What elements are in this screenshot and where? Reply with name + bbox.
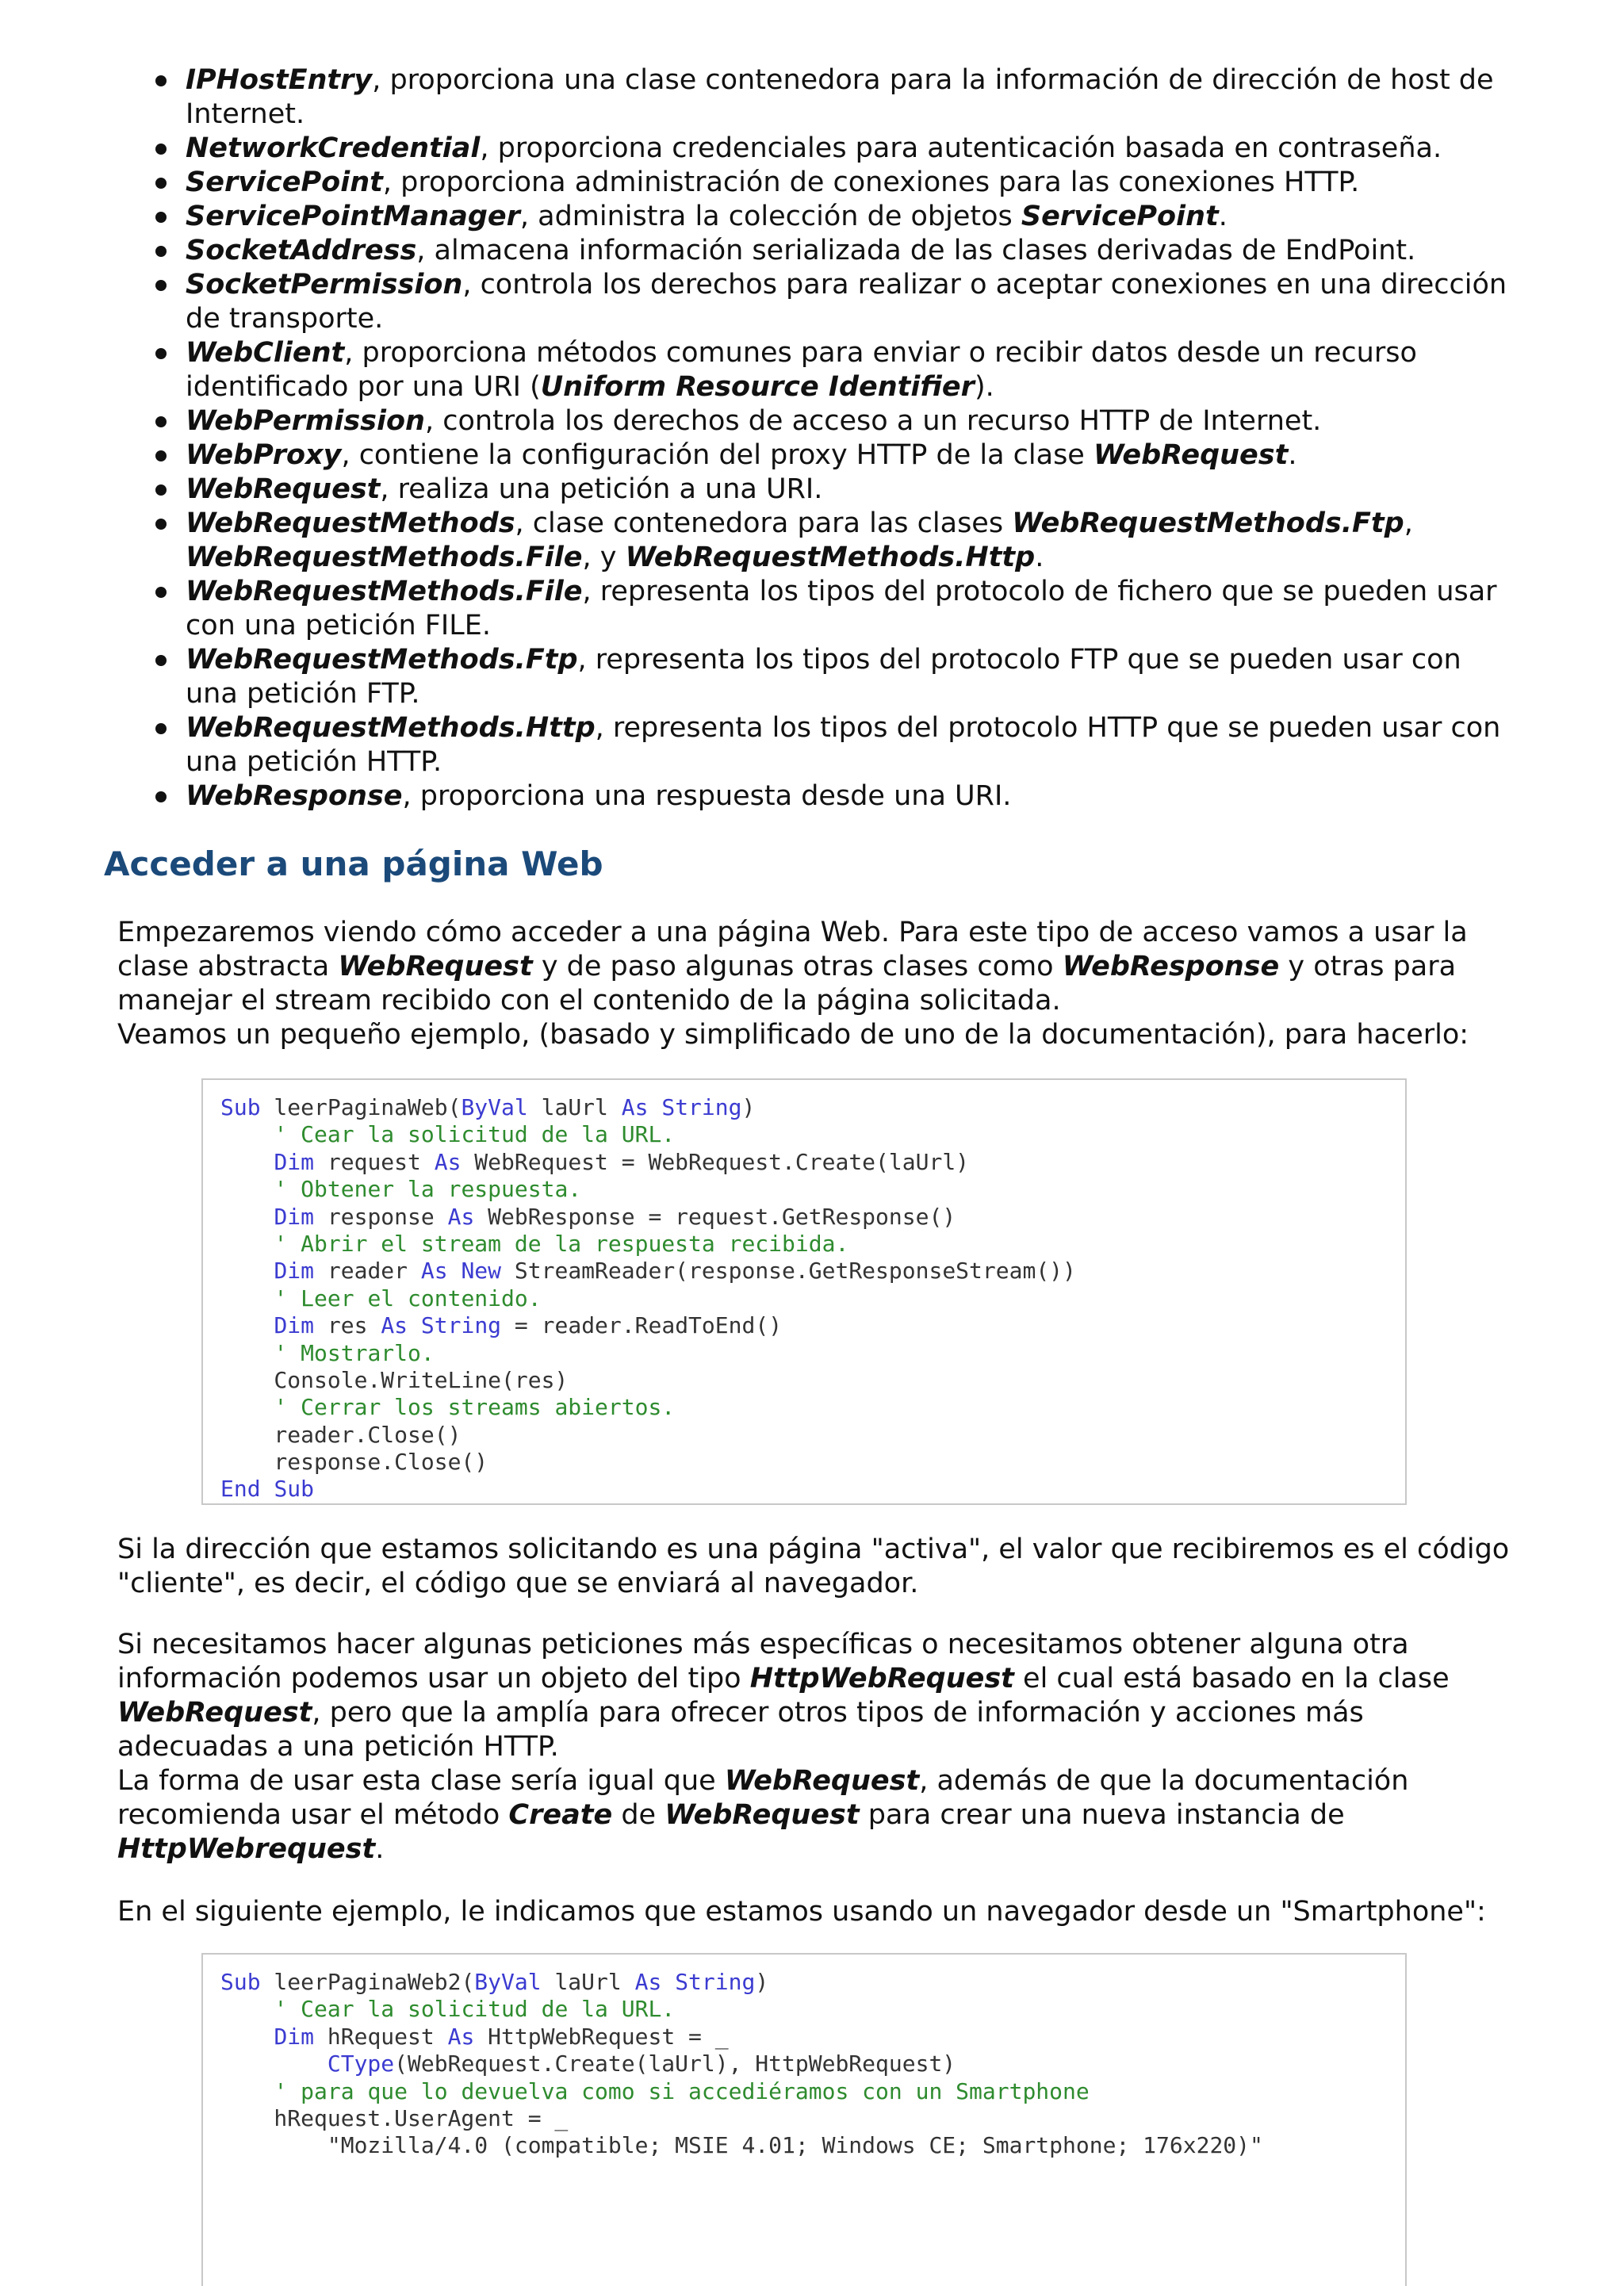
list-item: WebRequestMethods.Ftp, representa los tipos del protocolo FTP que se pueden usar con una petición FTP.	[141, 643, 1521, 711]
code-line: reader.Close()	[220, 1421, 462, 1448]
list-item: SocketAddress, almacena información serializada de las clases derivadas de EndPoint.	[141, 234, 1521, 268]
paragraph-smartphone: En el siguiente ejemplo, le indicamos que estamos usando un navegador desde un "Smartphone":	[117, 1896, 1486, 1928]
list-item: WebRequestMethods, clase contenedora para las clases WebRequestMethods.Ftp, WebRequestMethods.File, y WebRequestMethods.Http.	[141, 507, 1521, 575]
list-item: NetworkCredential, proporciona credenciales para autenticación basada en contraseña.	[141, 132, 1521, 166]
code-line: ' Leer el contenido.	[274, 1285, 542, 1311]
code-line: ' Abrir el stream de la respuesta recibida.	[274, 1230, 849, 1257]
code-line: ' para que lo devuelva como si accediéramos con un Smartphone	[274, 2077, 1090, 2104]
list-item: WebRequestMethods.Http, representa los tipos del protocolo HTTP que se pueden usar con una petición HTTP.	[141, 711, 1521, 779]
list-item: IPHostEntry, proporciona una clase contenedora para la información de dirección de host de Internet.	[141, 63, 1521, 132]
code-line: Dim request As WebRequest = WebRequest.Create(laUrl)	[274, 1148, 970, 1175]
list-item: WebRequestMethods.File, representa los tipos del protocolo de fichero que se pueden usar con una petición FILE.	[141, 575, 1521, 643]
code-line: ' Obtener la respuesta.	[274, 1176, 582, 1203]
list-item: ServicePoint, proporciona administración de conexiones para las conexiones HTTP.	[141, 166, 1521, 200]
code-line: Sub leerPaginaWeb2(ByVal laUrl As String)	[220, 1969, 769, 1995]
paragraph-httpwebrequest: Si necesitamos hacer algunas peticiones más específicas o necesitamos obtener alguna otra información podemos usar un objeto del tipo HttpWebRequest el cual está basado en la clase WebRequest, pero que la amplía para ofrecer otros tipos de información y acciones más adecuadas a una petición HTTP. La forma de usar esta clase sería igual que WebRequest, además de que la documentación recomienda usar el método Create de WebRequest para crear una nueva instancia de HttpWebrequest.	[117, 1629, 1450, 1865]
code-block-leerPaginaWeb	[201, 1078, 1407, 1505]
code-line: End Sub	[220, 1476, 315, 1503]
list-item: WebProxy, contiene la configuración del proxy HTTP de la clase WebRequest.	[141, 438, 1521, 473]
code-line: Sub leerPaginaWeb(ByVal laUrl As String)	[220, 1094, 756, 1120]
code-line: Dim response As WebResponse = request.GetResponse()	[274, 1203, 956, 1230]
code-block-leerPaginaWeb2	[201, 1953, 1407, 2286]
code-line: ' Mostrarlo.	[274, 1339, 435, 1366]
code-line: hRequest.UserAgent = _	[220, 2104, 569, 2131]
list-item: SocketPermission, controla los derechos para realizar o aceptar conexiones en una dirección de transporte.	[141, 268, 1521, 336]
class-list	[141, 63, 1521, 814]
list-item: WebClient, proporciona métodos comunes para enviar o recibir datos desde un recurso identificado por una URI (Uniform Resource Identifier).	[141, 336, 1521, 404]
code-line: ' Cear la solicitud de la URL.	[274, 1996, 676, 2023]
code-line: "Mozilla/4.0 (compatible; MSIE 4.01; Windows CE; Smartphone; 176x220)"	[220, 2132, 1263, 2159]
section-heading: Acceder a una página Web	[104, 844, 603, 883]
code-line: Dim hRequest As HttpWebRequest = _	[274, 2023, 729, 2050]
code-line: Console.WriteLine(res)	[220, 1366, 569, 1393]
intro-paragraph: Empezaremos viendo cómo acceder a una página Web. Para este tipo de acceso vamos a usar la clase abstracta WebRequest y de paso algunas otras clases como WebResponse y otras para manejar el stream recibido con el contenido de la página solicitada. Veamos un pequeño ejemplo, (basado y simplificado de uno de la documentación), para hacerlo:	[117, 917, 1469, 1051]
list-item: ServicePointManager, administra la colección de objetos ServicePoint.	[141, 200, 1521, 234]
code-line: Dim reader As New StreamReader(response.GetResponseStream())	[274, 1258, 1076, 1285]
code-line: ' Cerrar los streams abiertos.	[274, 1394, 676, 1421]
list-item: WebResponse, proporciona una respuesta desde una URI.	[141, 779, 1521, 814]
code-line: response.Close()	[220, 1449, 488, 1476]
list-item: WebRequest, realiza una petición a una URI.	[141, 473, 1521, 507]
code-line: ' Cear la solicitud de la URL.	[274, 1121, 676, 1148]
paragraph-active-page: Si la dirección que estamos solicitando es una página "activa", el valor que recibiremos es el código "cliente", es decir, el código que se enviará al navegador.	[117, 1534, 1510, 1599]
code-line: Dim res As String = reader.ReadToEnd()	[274, 1312, 783, 1339]
code-line: CType(WebRequest.Create(laUrl), HttpWebRequest)	[327, 2051, 956, 2077]
list-item: WebPermission, controla los derechos de acceso a un recurso HTTP de Internet.	[141, 404, 1521, 438]
